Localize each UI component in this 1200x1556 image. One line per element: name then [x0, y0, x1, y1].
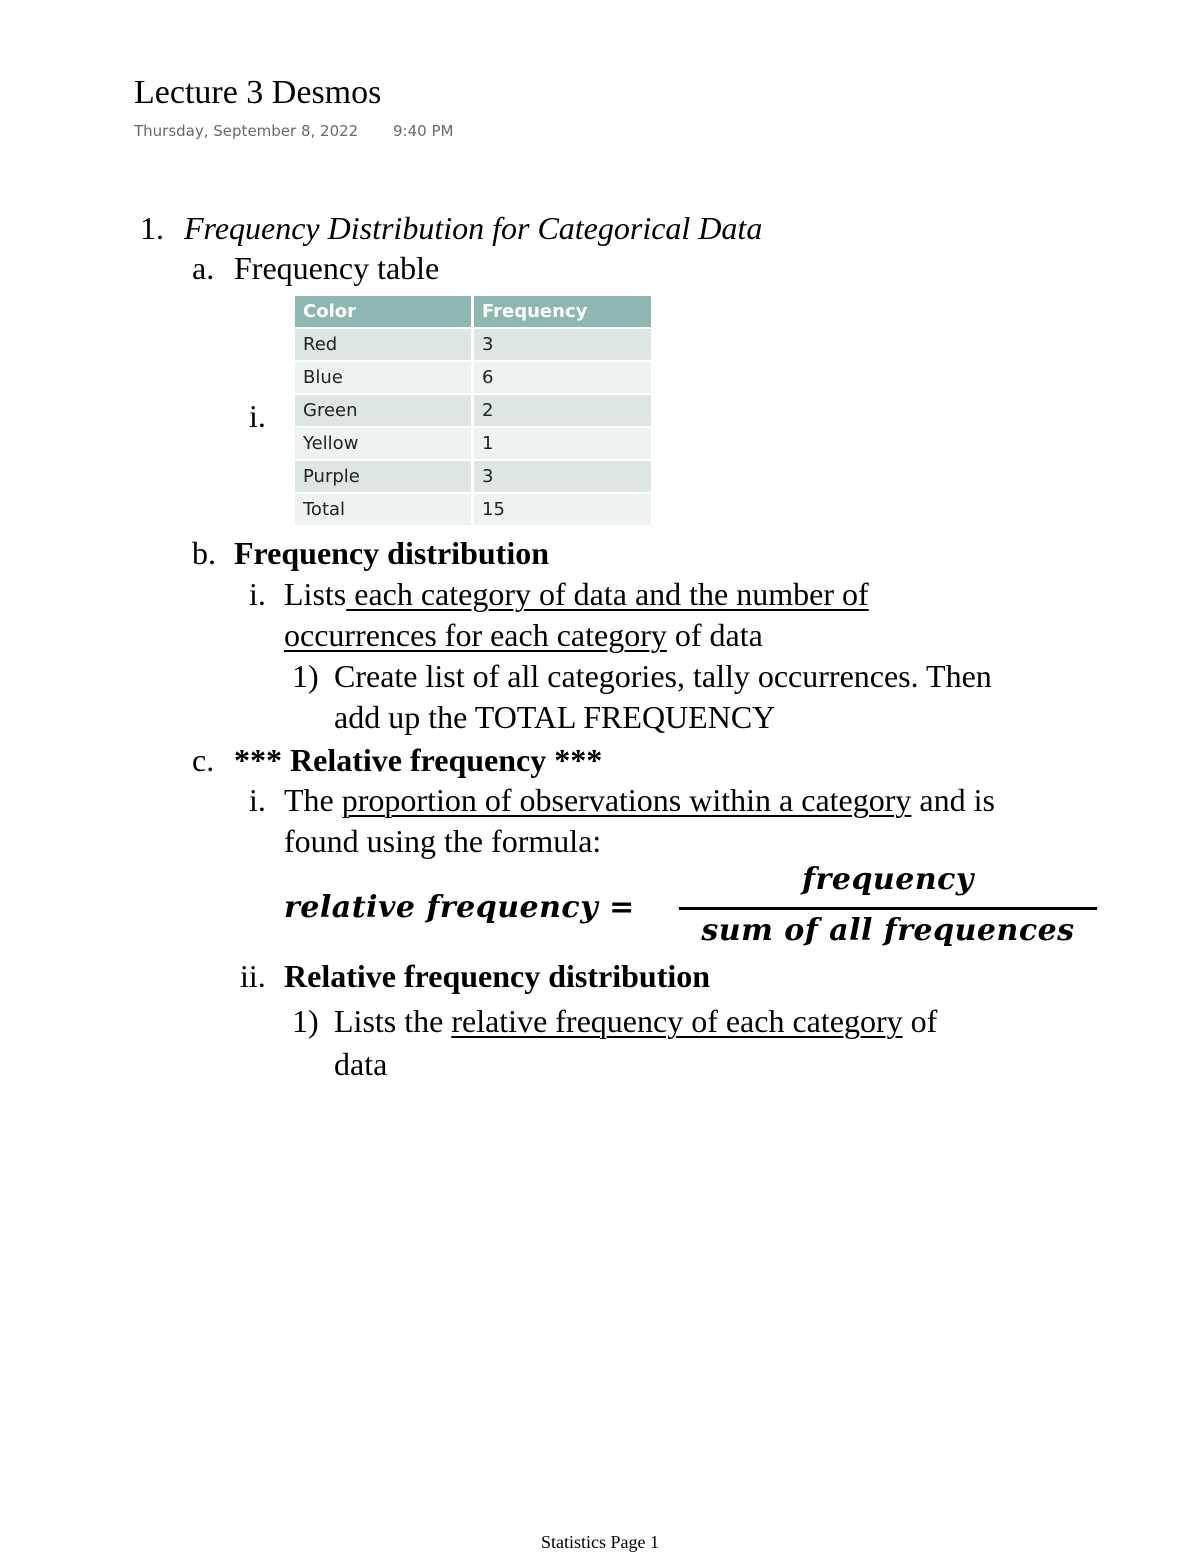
item-b-i-marker: i.	[249, 576, 266, 612]
item-c-i-text: The	[284, 782, 342, 818]
table-header-row	[295, 296, 651, 329]
item-a-text: Frequency table	[234, 250, 440, 286]
table-cell-frequency: 15	[474, 494, 651, 527]
item-c-i-text-2: and is	[911, 782, 995, 818]
item-b-marker: b.	[192, 535, 216, 571]
item-c-i-line2: found using the formula:	[284, 823, 602, 859]
item-a-marker: a.	[192, 250, 215, 286]
table-row	[295, 461, 651, 494]
item-b-i-1-line2: add up the TOTAL FREQUENCY	[334, 699, 776, 735]
item-c-heading: *** Relative frequency ***	[234, 742, 603, 778]
table-cell-frequency: 2	[474, 395, 651, 428]
item-c-ii-1-marker: 1)	[292, 1003, 319, 1039]
table-cell-color: Yellow	[295, 428, 474, 461]
section-1-heading: Frequency Distribution for Categorical Data	[184, 210, 763, 246]
item-c-i-marker: i.	[249, 782, 266, 818]
table-cell-color: Green	[295, 395, 474, 428]
table-header-frequency: Frequency	[474, 296, 651, 329]
note-time: 9:40 PM	[393, 122, 454, 140]
item-c-ii-heading: Relative frequency distribution	[284, 958, 711, 994]
table-cell-frequency: 3	[474, 329, 651, 362]
item-c-ii-1-line1	[334, 1001, 937, 1041]
page-footer: Statistics Page 1	[541, 1532, 659, 1552]
table-row	[295, 395, 651, 428]
item-b-heading: Frequency distribution	[234, 535, 549, 571]
table-cell-color: Purple	[295, 461, 474, 494]
item-b-i-line1	[284, 574, 869, 614]
section-1-number: 1.	[140, 210, 164, 246]
page-title: Lecture 3 Desmos	[134, 74, 382, 111]
item-b-i-text: Lists	[284, 576, 347, 612]
table-cell-frequency: 1	[474, 428, 651, 461]
item-c-ii-1-underlined: relative frequency of each category	[451, 1003, 903, 1039]
table-row	[295, 329, 651, 362]
formula-lhs: relative frequency =	[284, 890, 635, 925]
item-c-ii-marker: ii.	[240, 958, 266, 994]
item-a-i-marker: i.	[249, 398, 266, 434]
item-c-marker: c.	[192, 742, 215, 778]
item-b-i-1-line1: Create list of all categories, tally occurrences. Then	[334, 658, 992, 694]
item-b-i-text-2: of data	[666, 617, 763, 653]
table-row	[295, 428, 651, 461]
table-cell-frequency: 3	[474, 461, 651, 494]
item-b-i-line2	[284, 615, 763, 655]
table-cell-color: Total	[295, 494, 474, 527]
item-b-i-1-marker: 1)	[292, 658, 319, 694]
item-c-ii-1-text-2: of	[902, 1003, 938, 1039]
item-c-i-underlined: proportion of observations within a category	[341, 782, 912, 818]
table-row	[295, 494, 651, 527]
item-b-i-underlined-2: occurrences for each category	[284, 617, 667, 653]
table-cell-frequency: 6	[474, 362, 651, 395]
table-row	[295, 362, 651, 395]
item-c-i-line1	[284, 780, 995, 820]
formula-denominator: sum of all frequences	[701, 913, 1075, 948]
note-date: Thursday, September 8, 2022	[134, 122, 359, 140]
table-cell-color: Red	[295, 329, 474, 362]
formula-numerator: frequency	[802, 862, 974, 897]
item-c-ii-1-text: Lists the	[334, 1003, 452, 1039]
item-b-i-underlined: each category of data and the number of	[346, 576, 869, 612]
frequency-table	[295, 296, 651, 527]
table-header-color: Color	[295, 296, 474, 329]
item-c-ii-1-line2: data	[334, 1046, 388, 1082]
formula-fraction-bar	[679, 907, 1097, 910]
table-cell-color: Blue	[295, 362, 474, 395]
